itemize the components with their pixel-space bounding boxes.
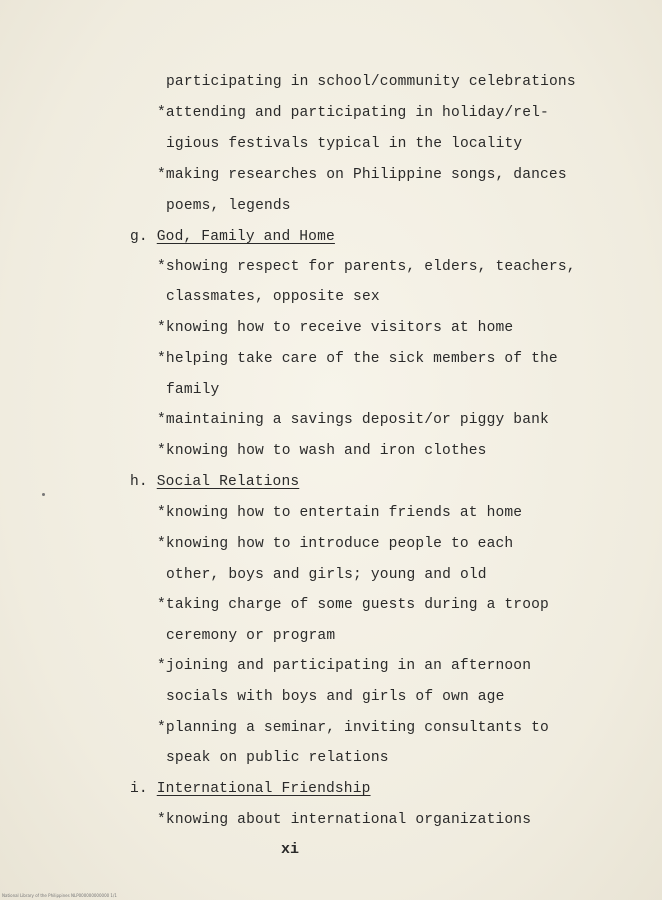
section-heading-g [130, 228, 335, 246]
section-heading-h [130, 473, 299, 491]
text-line: *attending and participating in holiday/rel- [157, 105, 549, 121]
text-line: poems, legends [166, 198, 291, 214]
section-label: i. [130, 781, 148, 797]
text-line: *helping take care of the sick members of the [157, 351, 558, 367]
text-line: *knowing about international organizations [157, 812, 532, 828]
text-line: *making researches on Philippine songs, dances [157, 167, 567, 183]
section-title: Social Relations [156, 474, 300, 490]
text-line: *knowing how to entertain friends at home [157, 505, 523, 521]
section-title: God, Family and Home [156, 229, 335, 245]
scan-footer: National Library of the Philippines NLP000000000000 1/1 [2, 893, 117, 898]
text-line: participating in school/community celebrations [166, 74, 576, 90]
text-line: *knowing how to receive visitors at home [157, 320, 514, 336]
section-title: International Friendship [156, 781, 371, 797]
paper-speck [42, 493, 45, 496]
text-line: *taking charge of some guests during a troop [157, 597, 549, 613]
text-line: classmates, opposite sex [166, 289, 380, 305]
text-line: *showing respect for parents, elders, teachers, [157, 259, 576, 275]
section-label: g. [130, 229, 148, 245]
text-line: socials with boys and girls of own age [166, 689, 505, 705]
page-number: xi [281, 841, 300, 858]
text-line: speak on public relations [166, 750, 389, 766]
section-label: h. [130, 474, 148, 490]
text-line: *knowing how to wash and iron clothes [157, 443, 487, 459]
text-line: *planning a seminar, inviting consultants to [157, 720, 549, 736]
text-line: *joining and participating in an afternoon [157, 658, 532, 674]
text-line: family [166, 382, 220, 398]
text-line: ceremony or program [166, 628, 336, 644]
text-line: *knowing how to introduce people to each [157, 536, 514, 552]
text-line: igious festivals typical in the locality [166, 136, 523, 152]
text-line: *maintaining a savings deposit/or piggy bank [157, 412, 549, 428]
section-heading-i [130, 780, 371, 798]
text-line: other, boys and girls; young and old [166, 567, 487, 583]
